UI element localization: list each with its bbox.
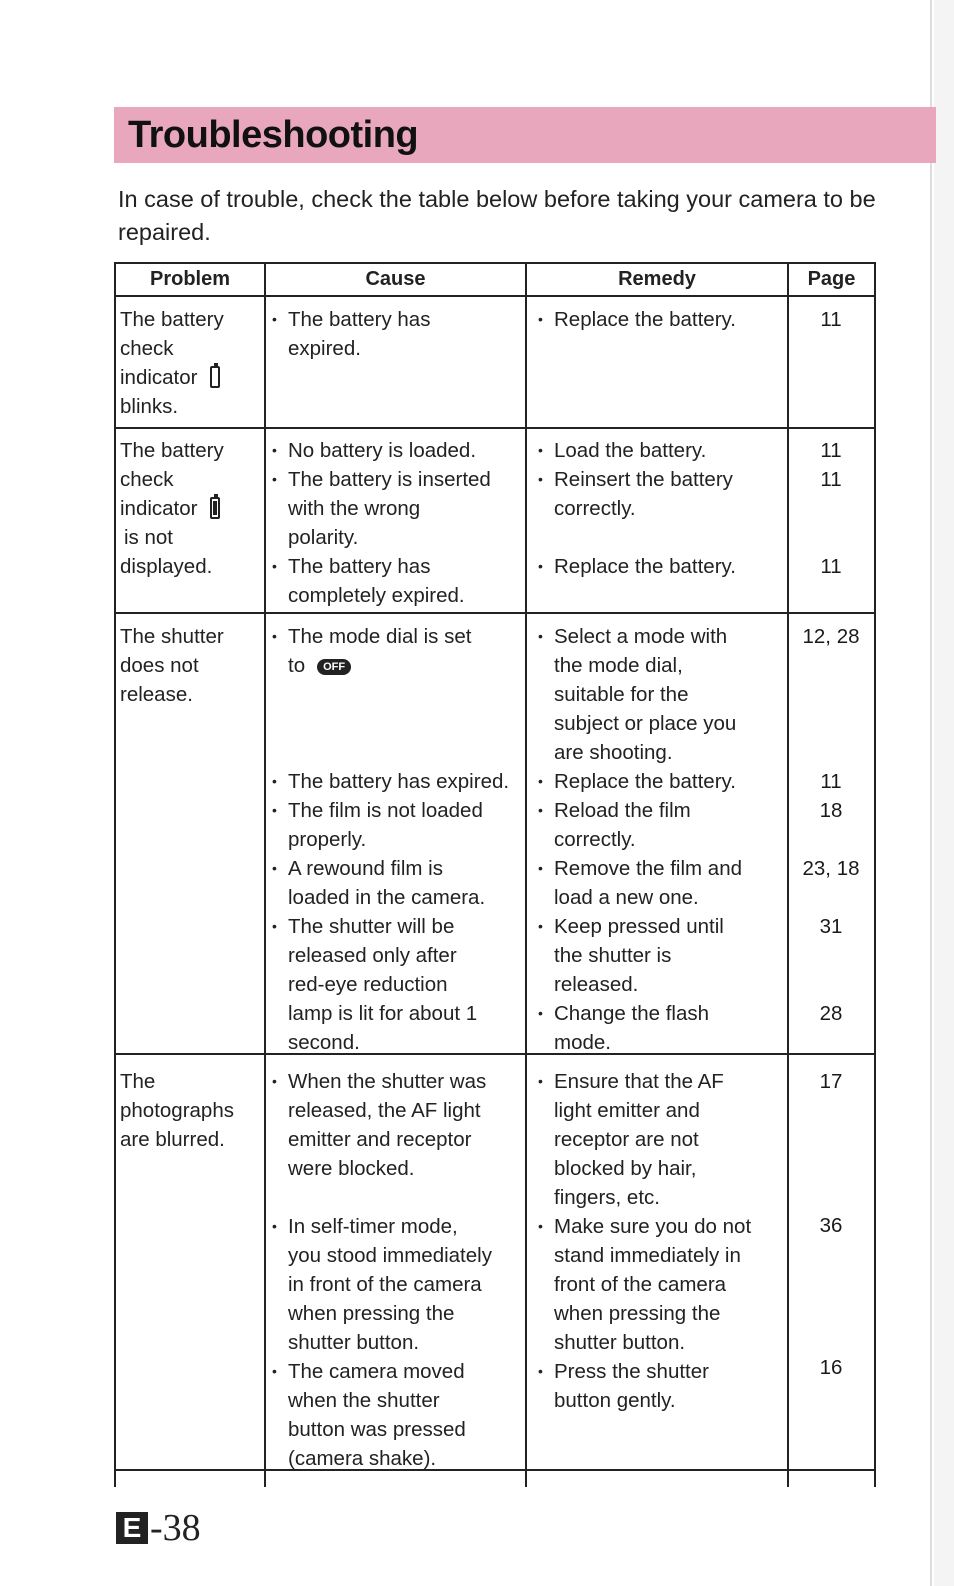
cause-line: (camera shake).	[288, 1447, 437, 1470]
remedy-line: when pressing the	[554, 1302, 721, 1325]
table-border-right	[874, 262, 876, 1487]
row-divider-1	[114, 427, 876, 429]
remedy-item	[534, 1067, 786, 1212]
cause-line: polarity.	[288, 526, 359, 549]
cause-item	[268, 552, 523, 610]
row2-problem-text: indicator	[120, 497, 198, 520]
header-problem: Problem	[149, 268, 231, 290]
row4-cause	[268, 1067, 523, 1473]
cause-text: to	[288, 654, 306, 677]
remedy-line: • Select a mode with	[554, 625, 728, 648]
cause-line: were blocked.	[288, 1157, 415, 1180]
remedy-item	[534, 465, 786, 523]
battery-full-icon	[210, 497, 220, 519]
cause-line: • The battery has	[288, 308, 431, 331]
row1-problem-line	[120, 363, 260, 392]
cause-line: shutter button.	[288, 1331, 420, 1354]
cause-item	[268, 912, 523, 1057]
row4-remedy	[534, 1067, 786, 1415]
remedy-line: are shooting.	[554, 741, 673, 764]
remedy-line: mode.	[554, 1031, 611, 1054]
remedy-line: • Make sure you do not	[554, 1215, 752, 1238]
page-margin	[934, 0, 954, 1586]
page-ref: 11	[820, 468, 842, 491]
intro-text: In case of trouble, check the table below before taking your camera to be repaired.	[118, 186, 876, 245]
row2-problem-line: is not	[124, 526, 173, 549]
cause-line: released only after	[288, 944, 457, 967]
page-ref: 31	[819, 915, 843, 938]
page-ref: 11	[820, 770, 842, 793]
cause-line: • In self-timer mode,	[288, 1215, 458, 1238]
cause-item	[268, 767, 523, 796]
row3-problem	[120, 622, 260, 709]
page-ref: 11	[820, 555, 842, 578]
row1-problem	[120, 305, 260, 421]
remedy-item	[534, 1212, 786, 1357]
cause-line: emitter and receptor	[288, 1128, 472, 1151]
remedy-item	[534, 796, 786, 854]
cause-line: second.	[288, 1031, 360, 1054]
remedy-line: shutter button.	[554, 1331, 686, 1354]
cause-line: you stood immediately	[288, 1244, 492, 1267]
cause-line: released, the AF light	[288, 1099, 481, 1122]
remedy-item	[534, 1357, 786, 1415]
row3-remedy	[534, 622, 786, 1057]
remedy-line: • Reload the film	[554, 799, 691, 822]
page-ref: 23, 18	[802, 857, 860, 880]
cause-line: when the shutter	[288, 1389, 440, 1412]
cause-item	[268, 305, 523, 363]
remedy-line: button gently.	[554, 1389, 676, 1412]
row2-cause	[268, 436, 523, 610]
remedy-item	[534, 622, 786, 767]
header-page: Page	[807, 268, 856, 290]
row1-problem-line: blinks.	[120, 395, 179, 418]
cause-item	[268, 1212, 523, 1357]
page-number: -38	[150, 1507, 201, 1549]
cause-item	[268, 796, 523, 854]
cause-item	[268, 622, 523, 680]
cause-item	[268, 436, 523, 465]
remedy-item	[534, 854, 786, 912]
cause-line: expired.	[288, 337, 361, 360]
remedy-line: load a new one.	[554, 886, 699, 909]
cause-line: • The battery has expired.	[288, 770, 510, 793]
remedy-line: fingers, etc.	[554, 1186, 660, 1209]
remedy-line: correctly.	[554, 497, 636, 520]
row2-problem-line: check	[120, 468, 174, 491]
cause-line: • The film is not loaded	[288, 799, 483, 822]
remedy-item	[534, 767, 786, 796]
page-ref: 16	[819, 1356, 843, 1379]
table-divider-cause	[525, 262, 527, 1487]
row1-cause	[268, 305, 523, 363]
cause-line: lamp is lit for about 1	[288, 1002, 478, 1025]
page-ref: 17	[819, 1070, 843, 1093]
row2-problem-line	[120, 494, 260, 523]
row3-problem-line: release.	[120, 683, 193, 706]
cause-line: • The shutter will be	[288, 915, 455, 938]
cause-line: • A rewound film is	[288, 857, 443, 880]
cause-line: • The battery has	[288, 555, 431, 578]
remedy-line: • Remove the film and	[554, 857, 743, 880]
remedy-line: correctly.	[554, 828, 636, 851]
table-border-left	[114, 262, 116, 1487]
row4-problem-line: photographs	[120, 1099, 234, 1122]
cause-line: • The battery is inserted	[288, 468, 491, 491]
row-divider-2	[114, 612, 876, 614]
remedy-line: • Change the flash	[554, 1002, 710, 1025]
remedy-line: • Replace the battery.	[554, 308, 736, 331]
row1-problem-line: The battery	[120, 308, 224, 331]
cause-line: properly.	[288, 828, 367, 851]
remedy-item	[534, 552, 786, 581]
cause-line: • When the shutter was	[288, 1070, 487, 1093]
cause-line: with the wrong	[288, 497, 421, 520]
row3-problem-line: does not	[120, 654, 199, 677]
cause-line: in front of the camera	[288, 1273, 482, 1296]
header-cause: Cause	[365, 268, 426, 290]
cause-item	[268, 854, 523, 912]
row1-remedy	[534, 305, 786, 334]
cause-line: • The camera moved	[288, 1360, 465, 1383]
remedy-line: • Load the battery.	[554, 439, 707, 462]
cause-line: button was pressed	[288, 1418, 466, 1441]
remedy-line: front of the camera	[554, 1273, 727, 1296]
page-ref: 18	[819, 799, 843, 822]
page-title: Troubleshooting	[128, 114, 419, 156]
section-letter-badge: E	[116, 1512, 148, 1544]
remedy-item	[534, 912, 786, 999]
cause-line: red-eye reduction	[288, 973, 448, 996]
header-remedy: Remedy	[618, 268, 696, 290]
page-ref: 11	[820, 439, 842, 462]
cause-line: • The mode dial is set	[288, 625, 472, 648]
troubleshooting-table	[114, 262, 874, 1487]
remedy-item	[534, 305, 786, 334]
battery-empty-icon	[210, 366, 220, 388]
table-divider-problem	[264, 262, 266, 1487]
row2-remedy	[534, 436, 786, 581]
row2-problem-line: The battery	[120, 439, 224, 462]
row3-problem-line: The shutter	[120, 625, 224, 648]
cause-line: completely expired.	[288, 584, 465, 607]
remedy-line: stand immediately in	[554, 1244, 741, 1267]
remedy-line: • Replace the battery.	[554, 555, 736, 578]
cause-line: • No battery is loaded.	[288, 439, 477, 462]
row3-cause	[268, 622, 523, 1057]
row4-problem-line: The	[120, 1070, 156, 1093]
page-ref: 11	[820, 308, 842, 331]
remedy-line: receptor are not	[554, 1128, 699, 1151]
page-ref: 36	[819, 1214, 843, 1237]
cause-line: loaded in the camera.	[288, 886, 486, 909]
cause-item	[268, 1067, 523, 1183]
off-mode-icon: OFF	[317, 659, 351, 675]
page-ref: 12, 28	[802, 625, 860, 648]
row1-problem-line: check	[120, 337, 174, 360]
remedy-line: released.	[554, 973, 639, 996]
remedy-line: blocked by hair,	[554, 1157, 697, 1180]
cause-line: when pressing the	[288, 1302, 455, 1325]
remedy-line: light emitter and	[554, 1099, 700, 1122]
remedy-line: the shutter is	[554, 944, 672, 967]
remedy-item	[534, 999, 786, 1057]
row4-problem-line: are blurred.	[120, 1128, 225, 1151]
cause-line	[288, 651, 523, 680]
remedy-line: the mode dial,	[554, 654, 683, 677]
cause-item	[268, 1357, 523, 1473]
remedy-line: suitable for the	[554, 683, 689, 706]
remedy-line: • Press the shutter	[554, 1360, 709, 1383]
row2-problem-line: displayed.	[120, 555, 213, 578]
remedy-line: • Replace the battery.	[554, 770, 736, 793]
page-ref: 28	[819, 1002, 843, 1025]
cause-item	[268, 465, 523, 552]
row2-problem	[120, 436, 260, 581]
remedy-item	[534, 436, 786, 465]
row1-problem-text: indicator	[120, 366, 198, 389]
remedy-line: • Keep pressed until	[554, 915, 724, 938]
remedy-line: subject or place you	[554, 712, 737, 735]
page-edge-line	[930, 0, 932, 1586]
remedy-line: • Reinsert the battery	[554, 468, 733, 491]
remedy-line: • Ensure that the AF	[554, 1070, 724, 1093]
row4-problem	[120, 1067, 260, 1154]
